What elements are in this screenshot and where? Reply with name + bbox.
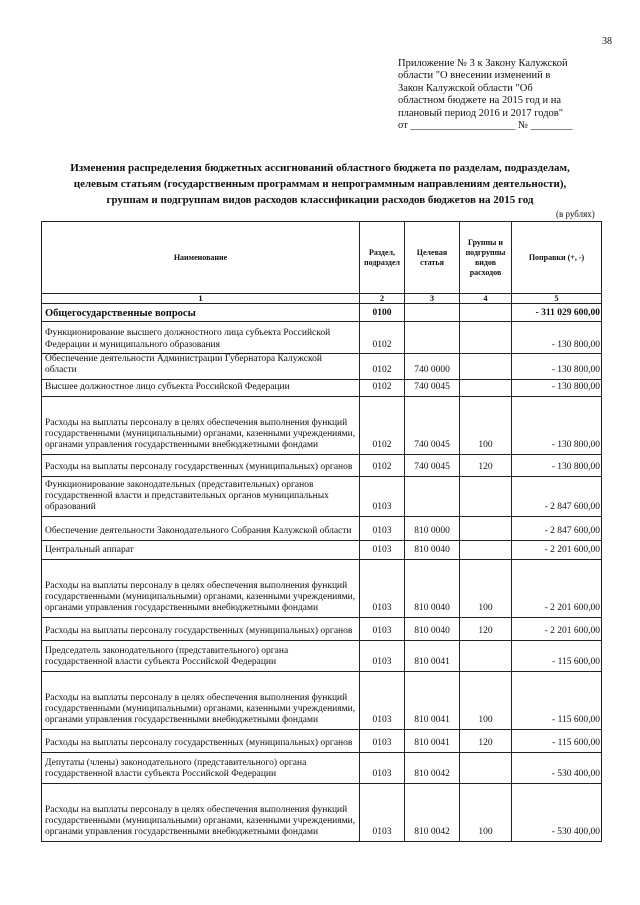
table-row [42,454,602,476]
table-cell-section: 0103 [360,540,405,559]
table-cell-amount: - 530 400,00 [512,783,602,841]
table-cell-section: 0103 [360,783,405,841]
table-cell-target: 740 0045 [405,379,460,396]
table-row [42,516,602,540]
table-cell-name: Расходы на выплаты персоналу государственных (муниципальных) органов [42,617,360,640]
table-row [42,379,602,396]
title-line: Изменения распределения бюджетных ассигнований областного бюджета по разделам, подразделам, [70,162,570,174]
table-cell-section: 0103 [360,559,405,617]
header-name: Наименование [42,222,360,294]
table-cell-target: 810 0041 [405,671,460,729]
table-cell-group [460,476,512,516]
table-cell-group [460,640,512,671]
table-cell-amount: - 2 201 600,00 [512,540,602,559]
table-cell-name: Общегосударственные вопросы [42,304,360,322]
table-cell-section: 0103 [360,640,405,671]
table-cell-group [460,540,512,559]
table-cell-name: Расходы на выплаты персоналу в целях обеспечения выполнения функций государственными (муниципальными) органами, казенными учреждениями, органами управления государственными внебюджетными фондами [42,671,360,729]
table-cell-section: 0103 [360,729,405,752]
table-cell-section: 0102 [360,322,405,354]
table-row [42,540,602,559]
table-row [42,559,602,617]
table-cell-group [460,304,512,322]
header-section: Раздел, подраздел [360,222,405,294]
table-row [42,783,602,841]
annex-line: плановый период 2016 и 2017 годов" [398,107,564,119]
table-cell-amount: - 130 800,00 [512,396,602,454]
table-cell-group: 100 [460,396,512,454]
table-cell-section: 0102 [360,354,405,380]
table-cell-group: 120 [460,617,512,640]
table-cell-amount: - 130 800,00 [512,379,602,396]
table-cell-amount: - 115 600,00 [512,729,602,752]
table-cell-section: 0103 [360,752,405,783]
table-cell-amount: - 311 029 600,00 [512,304,602,322]
table-cell-name: Расходы на выплаты персоналу в целях обеспечения выполнения функций государственными (муниципальными) органами, казенными учреждениями, органами управления государственными внебюджетными фондами [42,559,360,617]
table-cell-target: 810 0041 [405,640,460,671]
table-cell-group: 100 [460,671,512,729]
budget-table [41,221,602,842]
table-row [42,322,602,354]
title-line: целевым статьям (государственным программам и непрограммным направлениям деятельности), [73,178,567,190]
table-cell-name: Обеспечение деятельности Законодательного Собрания Калужской области [42,516,360,540]
column-number: 4 [460,294,512,304]
table-row [42,640,602,671]
table-cell-amount: - 130 800,00 [512,354,602,380]
table-cell-name: Председатель законодательного (представительного) органа государственной власти субъекта Российской Федерации [42,640,360,671]
annex-line: областном бюджете на 2015 год и на [398,95,562,107]
table-cell-target [405,304,460,322]
header-target: Целевая статья [405,222,460,294]
table-row [42,617,602,640]
table-cell-name: Функционирование законодательных (представительных) органов государственной власти и представительных органов муниципальных образований [42,476,360,516]
table-cell-target: 810 0042 [405,783,460,841]
table-row [42,476,602,516]
table-cell-target: 740 0045 [405,396,460,454]
table-cell-name: Обеспечение деятельности Администрации Губернатора Калужской области [42,354,360,380]
table-cell-name: Расходы на выплаты персоналу государственных (муниципальных) органов [42,454,360,476]
table-cell-target [405,476,460,516]
table-cell-group [460,322,512,354]
annex-line: области "О внесении изменений в [398,70,551,82]
annex-line: Приложение № 3 к Закону Калужской [398,58,568,69]
table-row [42,354,602,380]
table-cell-amount: - 2 201 600,00 [512,617,602,640]
table-cell-group: 120 [460,454,512,476]
table-cell-group: 120 [460,729,512,752]
table-cell-amount: - 130 800,00 [512,454,602,476]
table-cell-section: 0102 [360,396,405,454]
table-row [42,752,602,783]
annex-line: Закон Калужской области "Об [398,82,533,94]
table-cell-section: 0103 [360,476,405,516]
table-cell-target: 740 0000 [405,354,460,380]
table-cell-target: 810 0000 [405,516,460,540]
header-amount: Поправки (+, -) [512,222,602,294]
table-cell-section: 0100 [360,304,405,322]
column-number: 2 [360,294,405,304]
table-cell-target: 740 0045 [405,454,460,476]
table-cell-name: Расходы на выплаты персоналу в целях обеспечения выполнения функций государственными (муниципальными) органами, казенными учреждениями, органами управления государственными внебюджетными фондами [42,396,360,454]
table-cell-section: 0103 [360,617,405,640]
table-cell-section: 0102 [360,379,405,396]
table-cell-amount: - 530 400,00 [512,752,602,783]
table-cell-amount: - 130 800,00 [512,322,602,354]
table-cell-group [460,379,512,396]
title-line: группам и подгруппам видов расходов классификации расходов бюджетов на 2015 год [106,194,534,206]
table-cell-target [405,322,460,354]
table-cell-amount: - 2 847 600,00 [512,476,602,516]
table-cell-name: Расходы на выплаты персоналу в целях обеспечения выполнения функций государственными (муниципальными) органами, казенными учреждениями, органами управления государственными внебюджетными фондами [42,783,360,841]
column-number: 1 [42,294,360,304]
table-cell-name: Высшее должностное лицо субъекта Российской Федерации [42,379,360,396]
table-cell-name: Расходы на выплаты персоналу государственных (муниципальных) органов [42,729,360,752]
table-cell-name: Центральный аппарат [42,540,360,559]
table-cell-section: 0103 [360,671,405,729]
header-group: Группы и подгруппы видов расходов [460,222,512,294]
table-row [42,396,602,454]
table-cell-amount: - 2 847 600,00 [512,516,602,540]
annex-header [398,58,598,132]
table-cell-name: Депутаты (члены) законодательного (представительного) органа государственной власти субъекта Российской Федерации [42,752,360,783]
table-cell-section: 0103 [360,516,405,540]
table-cell-group: 100 [460,559,512,617]
table-cell-section: 0102 [360,454,405,476]
table-cell-target: 810 0042 [405,752,460,783]
table-cell-name: Функционирование высшего должностного лица субъекта Российской Федерации и муниципального образования [42,322,360,354]
table-row [42,671,602,729]
page-number: 38 [602,36,612,47]
annex-line: от ____________________ № ________ [398,120,573,132]
table-cell-target: 810 0041 [405,729,460,752]
column-number: 5 [512,294,602,304]
table-cell-target: 810 0040 [405,617,460,640]
table-cell-target: 810 0040 [405,559,460,617]
units-label: (в рублях) [556,209,595,219]
table-row [42,304,602,322]
table-cell-amount: - 115 600,00 [512,671,602,729]
table-cell-group [460,354,512,380]
table-row [42,729,602,752]
table-cell-amount: - 2 201 600,00 [512,559,602,617]
table-cell-group [460,752,512,783]
table-cell-amount: - 115 600,00 [512,640,602,671]
table-cell-target: 810 0040 [405,540,460,559]
document-title [40,160,600,208]
table-cell-group: 100 [460,783,512,841]
column-number: 3 [405,294,460,304]
table-cell-group [460,516,512,540]
